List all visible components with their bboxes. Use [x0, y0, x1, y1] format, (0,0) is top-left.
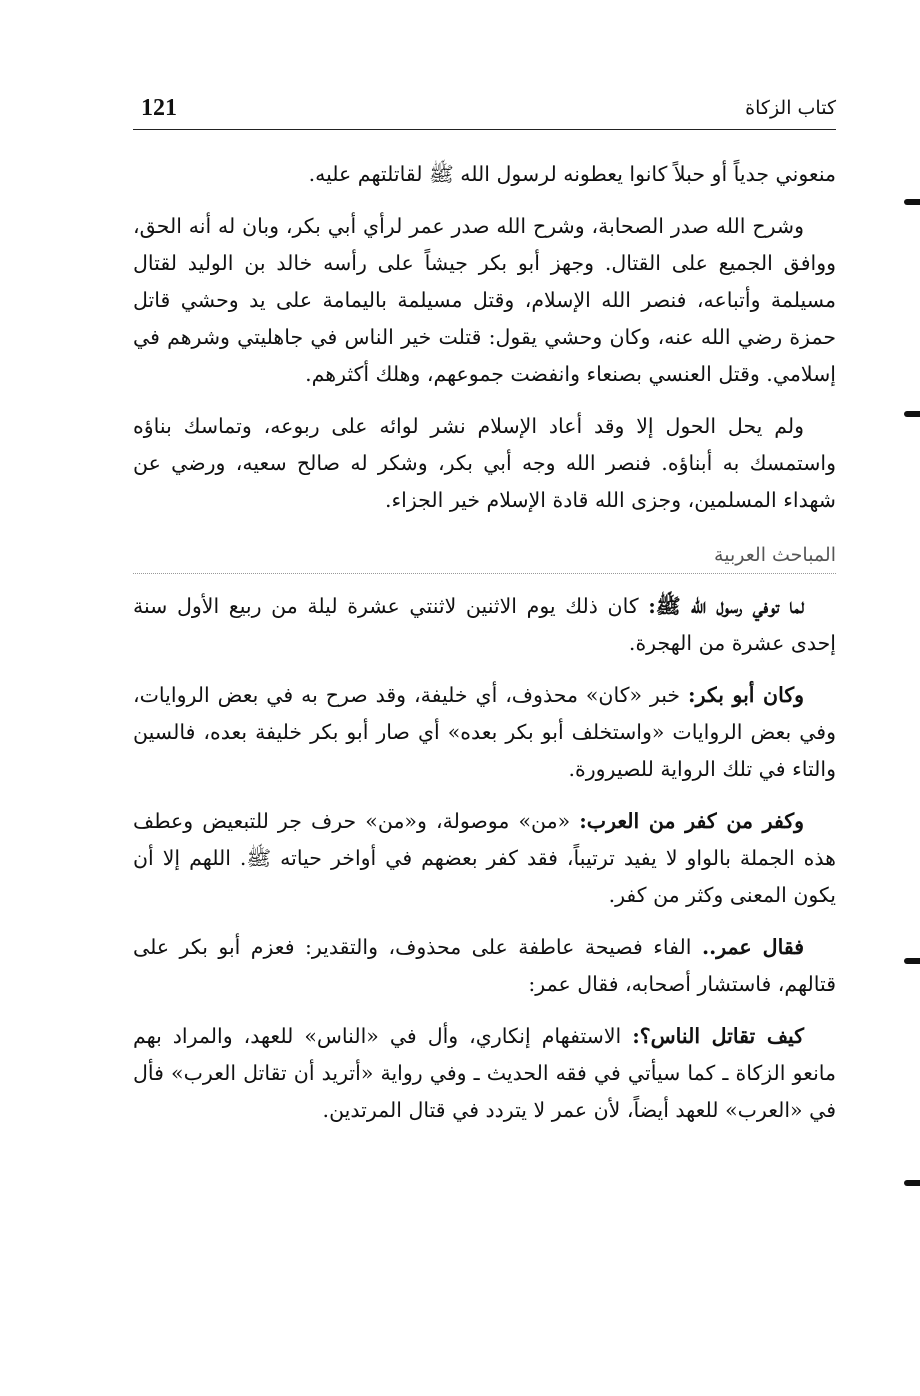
note-text: خبر «كان» محذوف، أي خليفة، وقد صرح به في بعض الروايات، وفي بعض الروايات «واستخلف أبو بكر بعده» أي صار أبو بكر خليفة بعده، فالسين والتاء في تلك الرواية للصيرورة. [133, 683, 836, 781]
section-heading: المباحث العربية [133, 541, 836, 574]
page-header [133, 95, 836, 130]
note-text: الاستفهام إنكاري، وأل في «الناس» للعهد، والمراد بهم مانعو الزكاة ـ كما سيأتي في فقه الحديث ـ وفي رواية «أتريد أن تقاتل العرب» فأل في «العرب» للعهد أيضاً، لأن عمر لا يتردد في قتال المرتدين. [133, 1024, 836, 1122]
note-paragraph [133, 803, 836, 914]
note-text: الفاء فصيحة عاطفة على محذوف، والتقدير: فعزم أبو بكر على قتالهم، فاستشار أصحابه، فقال عمر: [133, 935, 836, 996]
running-title: كتاب الزكاة [745, 97, 836, 119]
edge-scan-mark [904, 199, 920, 205]
paragraph: منعوني جدياً أو حبلاً كانوا يعطونه لرسول الله ﷺ لقاتلتهم عليه. [308, 162, 836, 186]
page-number: 121 [141, 95, 177, 121]
note-term: وكان أبو بكر: [688, 683, 804, 707]
note-paragraph [133, 929, 836, 1003]
note-term: لما توفي رسول الله ﷺ: [648, 594, 804, 618]
edge-scan-mark [904, 1180, 920, 1186]
edge-scan-mark [904, 411, 920, 417]
note-term: فقال عمر.. [701, 935, 804, 959]
note-term: كيف تقاتل الناس؟: [632, 1024, 804, 1048]
note-text: كان ذلك يوم الاثنين لاثنتي عشرة ليلة من ربيع الأول سنة إحدى عشرة من الهجرة. [133, 594, 836, 655]
note-paragraph [133, 677, 836, 788]
note-text: «من» موصولة، و«من» حرف جر للتبعيض وعطف هذه الجملة بالواو لا يفيد ترتيباً، فقد كفر بعضهم في أواخر حياته ﷺ. اللهم إلا أن يكون المعنى وكثر من كفر. [133, 809, 836, 907]
edge-scan-mark [904, 958, 920, 964]
note-paragraph [133, 1018, 836, 1129]
note-term: وكفر من كفر من العرب: [579, 809, 804, 833]
note-paragraph [133, 588, 836, 662]
paragraph: وشرح الله صدر الصحابة، وشرح الله صدر عمر لرأي أبي بكر، وبان له أنه الحق، ووافق الجميع على القتال. وجهز أبو بكر جيشاً على رأسه خالد بن الوليد لقتال مسيلمة وأتباعه، فنصر الله الإسلام، وقتل مسيلمة باليمامة على يد وحشي قاتل حمزة رضي الله عنه، وكان وحشي يقول: قتلت خير الناس في جاهليتي وشرهم في إسلامي. وقتل العنسي بصنعاء وانفضت جموعهم، وهلك أكثرهم. [133, 214, 836, 386]
paragraph: ولم يحل الحول إلا وقد أعاد الإسلام نشر لوائه على ربوعه، وتماسك بناؤه واستمسك به أبناؤه. فنصر الله وجه أبي بكر، وشكر له صالح سعيه، ورضي عن شهداء المسلمين، وجزى الله قادة الإسلام خير الجزاء. [133, 414, 836, 512]
page-body [133, 156, 836, 1144]
